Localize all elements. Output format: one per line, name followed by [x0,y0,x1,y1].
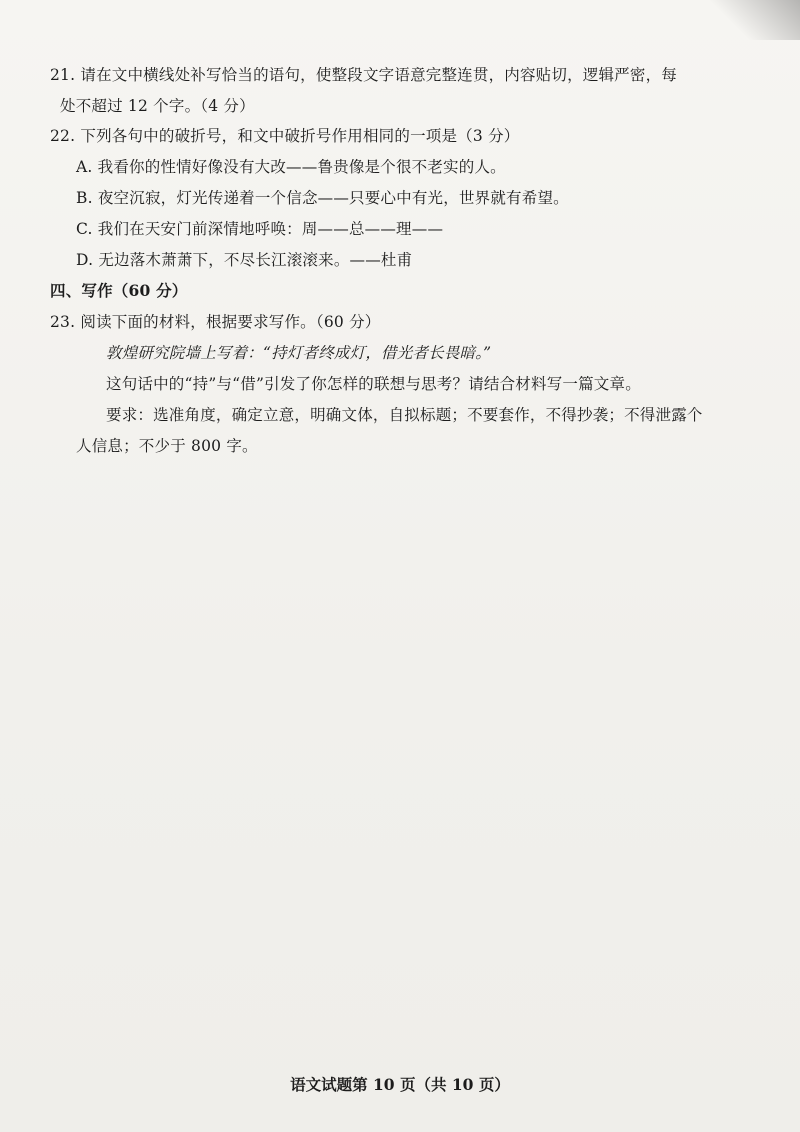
q22-option-a: A. 我看你的性情好像没有大改——鲁贵像是个很不老实的人。 [76,158,506,176]
q22-option-d: D. 无边落木萧萧下，不尽长江滚滚来。——杜甫 [76,251,413,269]
q21-line1: 21. 请在文中横线处补写恰当的语句，使整段文字语意完整连贯，内容贴切，逻辑严密，每 [50,66,677,84]
q23-requirements-line2: 人信息；不少于 800 字。 [76,437,258,455]
q23-material: 敦煌研究院墙上写着：“持灯者终成灯，借光者长畏暗。” [106,344,492,362]
q23-prompt: 这句话中的“持”与“借”引发了你怎样的联想与思考？请结合材料写一篇文章。 [106,375,641,393]
section-heading-writing: 四、写作（60 分） [50,281,188,300]
q21-line2: 处不超过 12 个字。（4 分） [60,97,255,115]
scan-shadow [710,0,800,40]
page-footer: 语文试题第 10 页（共 10 页） [290,1075,510,1094]
q23-stem: 23. 阅读下面的材料，根据要求写作。（60 分） [50,313,381,331]
q22-option-c: C. 我们在天安门前深情地呼唤：周——总——理—— [76,220,444,238]
q23-requirements-line1: 要求：选准角度，确定立意，明确文体，自拟标题；不要套作，不得抄袭；不得泄露个 [106,406,703,424]
bleed-through [40,470,770,492]
q22-option-b: B. 夜空沉寂，灯光传递着一个信念——只要心中有光，世界就有希望。 [76,189,569,207]
q22-stem: 22. 下列各句中的破折号，和文中破折号作用相同的一项是（3 分） [50,127,520,145]
